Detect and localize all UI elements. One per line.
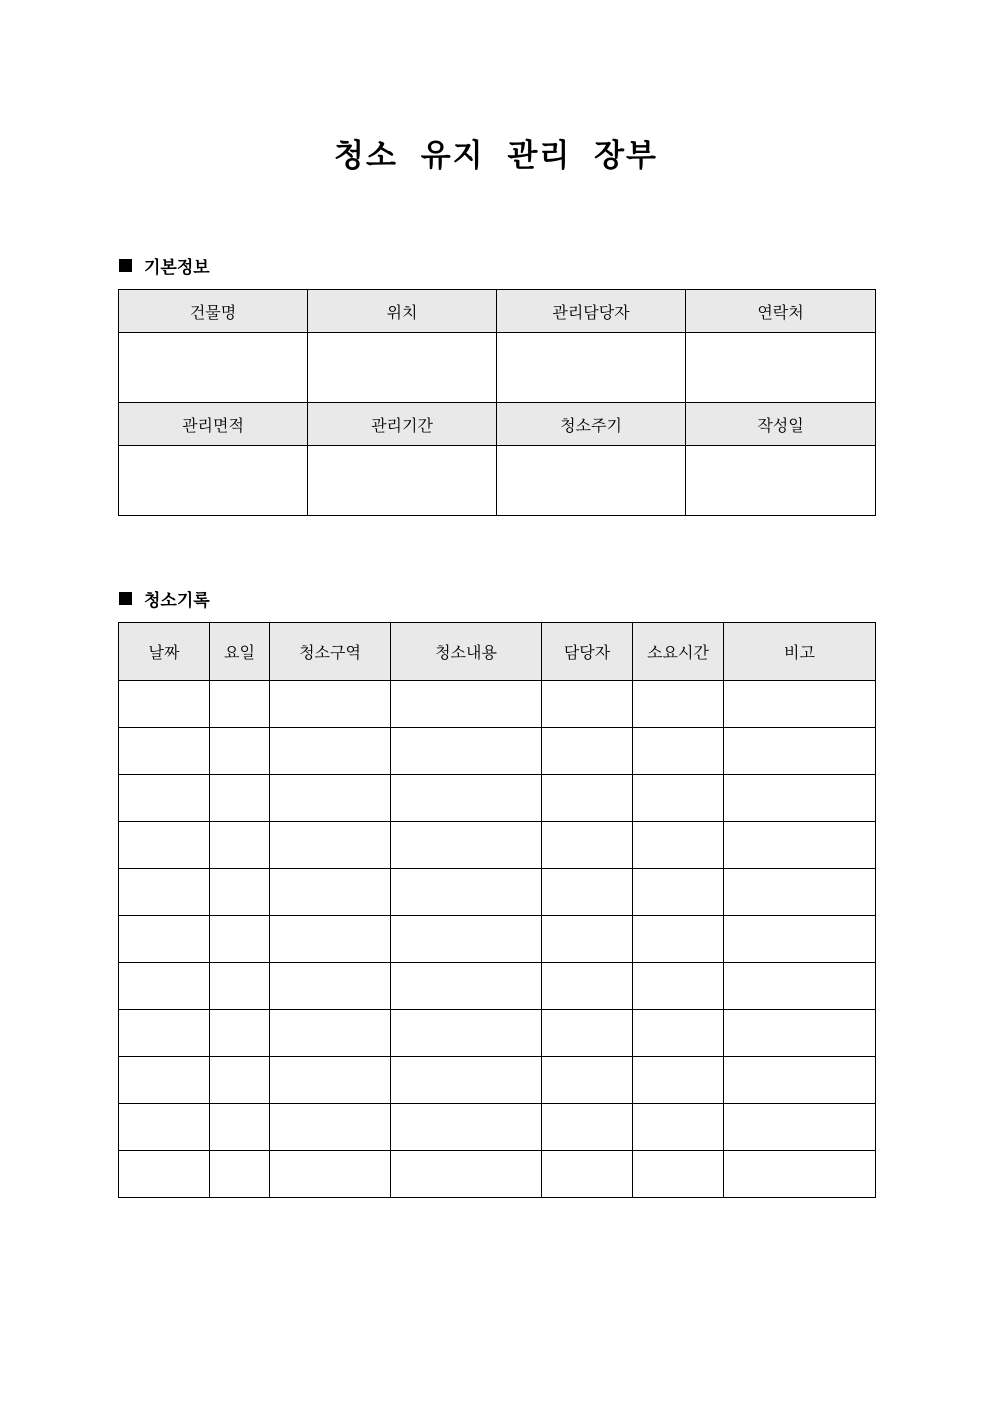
details-cell[interactable] bbox=[391, 1057, 542, 1104]
cleaning-log-table bbox=[118, 622, 876, 1198]
table-row bbox=[119, 916, 876, 963]
time-cell[interactable] bbox=[633, 963, 724, 1010]
date-cell[interactable] bbox=[119, 1010, 210, 1057]
remarks-cell[interactable] bbox=[724, 1104, 876, 1151]
area-cell[interactable] bbox=[270, 1010, 391, 1057]
day-cell[interactable] bbox=[210, 681, 270, 728]
table-row bbox=[119, 1057, 876, 1104]
day-cell[interactable] bbox=[210, 1151, 270, 1198]
remarks-cell[interactable] bbox=[724, 1057, 876, 1104]
details-cell[interactable] bbox=[391, 1104, 542, 1151]
area-cell[interactable] bbox=[270, 681, 391, 728]
person-cell[interactable] bbox=[542, 775, 633, 822]
table-row bbox=[119, 1010, 876, 1057]
person-cell[interactable] bbox=[542, 1151, 633, 1198]
date-cell[interactable] bbox=[119, 869, 210, 916]
day-cell[interactable] bbox=[210, 1104, 270, 1151]
header-contact: 연락처 bbox=[686, 290, 876, 333]
person-cell[interactable] bbox=[542, 1104, 633, 1151]
remarks-cell[interactable] bbox=[724, 916, 876, 963]
area-cell[interactable] bbox=[270, 869, 391, 916]
management-period-field[interactable] bbox=[308, 446, 497, 516]
created-date-field[interactable] bbox=[686, 446, 876, 516]
section-heading-label: 기본정보 bbox=[144, 257, 210, 278]
person-cell[interactable] bbox=[542, 1010, 633, 1057]
date-cell[interactable] bbox=[119, 681, 210, 728]
person-cell[interactable] bbox=[542, 869, 633, 916]
area-cell[interactable] bbox=[270, 775, 391, 822]
time-cell[interactable] bbox=[633, 869, 724, 916]
square-bullet-icon bbox=[119, 259, 132, 272]
remarks-cell[interactable] bbox=[724, 681, 876, 728]
header-manager: 관리담당자 bbox=[497, 290, 686, 333]
table-row bbox=[119, 822, 876, 869]
header-created-date: 작성일 bbox=[686, 403, 876, 446]
header-cleaning-cycle: 청소주기 bbox=[497, 403, 686, 446]
remarks-cell[interactable] bbox=[724, 822, 876, 869]
details-cell[interactable] bbox=[391, 869, 542, 916]
cleaning-log-header-row bbox=[119, 623, 876, 681]
document-title: 청소 유지 관리 장부 bbox=[334, 138, 658, 174]
details-cell[interactable] bbox=[391, 728, 542, 775]
details-cell[interactable] bbox=[391, 1010, 542, 1057]
person-cell[interactable] bbox=[542, 681, 633, 728]
basic-info-table bbox=[118, 289, 876, 516]
area-cell[interactable] bbox=[270, 728, 391, 775]
details-cell[interactable] bbox=[391, 775, 542, 822]
person-cell[interactable] bbox=[542, 822, 633, 869]
time-cell[interactable] bbox=[633, 775, 724, 822]
date-cell[interactable] bbox=[119, 728, 210, 775]
date-cell[interactable] bbox=[119, 1057, 210, 1104]
person-cell[interactable] bbox=[542, 963, 633, 1010]
person-cell[interactable] bbox=[542, 1057, 633, 1104]
area-cell[interactable] bbox=[270, 916, 391, 963]
day-cell[interactable] bbox=[210, 728, 270, 775]
date-cell[interactable] bbox=[119, 916, 210, 963]
area-cell[interactable] bbox=[270, 963, 391, 1010]
header-day-of-week: 요일 bbox=[210, 623, 270, 681]
area-cell[interactable] bbox=[270, 1104, 391, 1151]
remarks-cell[interactable] bbox=[724, 1010, 876, 1057]
header-building-name: 건물명 bbox=[119, 290, 308, 333]
building-name-field[interactable] bbox=[119, 333, 308, 403]
table-row bbox=[119, 963, 876, 1010]
details-cell[interactable] bbox=[391, 822, 542, 869]
location-field[interactable] bbox=[308, 333, 497, 403]
section-heading-label: 청소기록 bbox=[144, 590, 210, 611]
area-cell[interactable] bbox=[270, 1057, 391, 1104]
details-cell[interactable] bbox=[391, 1151, 542, 1198]
table-row bbox=[119, 728, 876, 775]
date-cell[interactable] bbox=[119, 775, 210, 822]
header-location: 위치 bbox=[308, 290, 497, 333]
header-cleaning-details: 청소내용 bbox=[391, 623, 542, 681]
basic-info-header-row bbox=[119, 403, 876, 446]
header-date: 날짜 bbox=[119, 623, 210, 681]
cleaning-cycle-field[interactable] bbox=[497, 446, 686, 516]
area-cell[interactable] bbox=[270, 1151, 391, 1198]
table-row bbox=[119, 775, 876, 822]
day-cell[interactable] bbox=[210, 869, 270, 916]
time-cell[interactable] bbox=[633, 1151, 724, 1198]
date-cell[interactable] bbox=[119, 1104, 210, 1151]
time-cell[interactable] bbox=[633, 681, 724, 728]
date-cell[interactable] bbox=[119, 822, 210, 869]
time-cell[interactable] bbox=[633, 822, 724, 869]
header-remarks: 비고 bbox=[724, 623, 876, 681]
details-cell[interactable] bbox=[391, 681, 542, 728]
person-cell[interactable] bbox=[542, 728, 633, 775]
time-cell[interactable] bbox=[633, 728, 724, 775]
day-cell[interactable] bbox=[210, 916, 270, 963]
table-row bbox=[119, 1151, 876, 1198]
table-row bbox=[119, 869, 876, 916]
details-cell[interactable] bbox=[391, 963, 542, 1010]
time-cell[interactable] bbox=[633, 1104, 724, 1151]
basic-info-value-row bbox=[119, 446, 876, 516]
time-cell[interactable] bbox=[633, 1057, 724, 1104]
header-cleaning-area: 청소구역 bbox=[270, 623, 391, 681]
manager-field[interactable] bbox=[497, 333, 686, 403]
basic-info-header-row bbox=[119, 290, 876, 333]
day-cell[interactable] bbox=[210, 822, 270, 869]
day-cell[interactable] bbox=[210, 775, 270, 822]
square-bullet-icon bbox=[119, 592, 132, 605]
remarks-cell[interactable] bbox=[724, 728, 876, 775]
date-cell[interactable] bbox=[119, 963, 210, 1010]
date-cell[interactable] bbox=[119, 1151, 210, 1198]
time-cell[interactable] bbox=[633, 916, 724, 963]
area-cell[interactable] bbox=[270, 822, 391, 869]
remarks-cell[interactable] bbox=[724, 869, 876, 916]
day-cell[interactable] bbox=[210, 1010, 270, 1057]
contact-field[interactable] bbox=[686, 333, 876, 403]
basic-info-value-row bbox=[119, 333, 876, 403]
person-cell[interactable] bbox=[542, 916, 633, 963]
section-heading-cleaning-log bbox=[119, 585, 210, 611]
section-heading-basic-info bbox=[119, 252, 210, 278]
time-cell[interactable] bbox=[633, 1010, 724, 1057]
header-managed-area: 관리면적 bbox=[119, 403, 308, 446]
header-management-period: 관리기간 bbox=[308, 403, 497, 446]
details-cell[interactable] bbox=[391, 916, 542, 963]
remarks-cell[interactable] bbox=[724, 1151, 876, 1198]
table-row bbox=[119, 681, 876, 728]
day-cell[interactable] bbox=[210, 963, 270, 1010]
header-person-in-charge: 담당자 bbox=[542, 623, 633, 681]
remarks-cell[interactable] bbox=[724, 775, 876, 822]
managed-area-field[interactable] bbox=[119, 446, 308, 516]
table-row bbox=[119, 1104, 876, 1151]
day-cell[interactable] bbox=[210, 1057, 270, 1104]
header-time-required: 소요시간 bbox=[633, 623, 724, 681]
remarks-cell[interactable] bbox=[724, 963, 876, 1010]
